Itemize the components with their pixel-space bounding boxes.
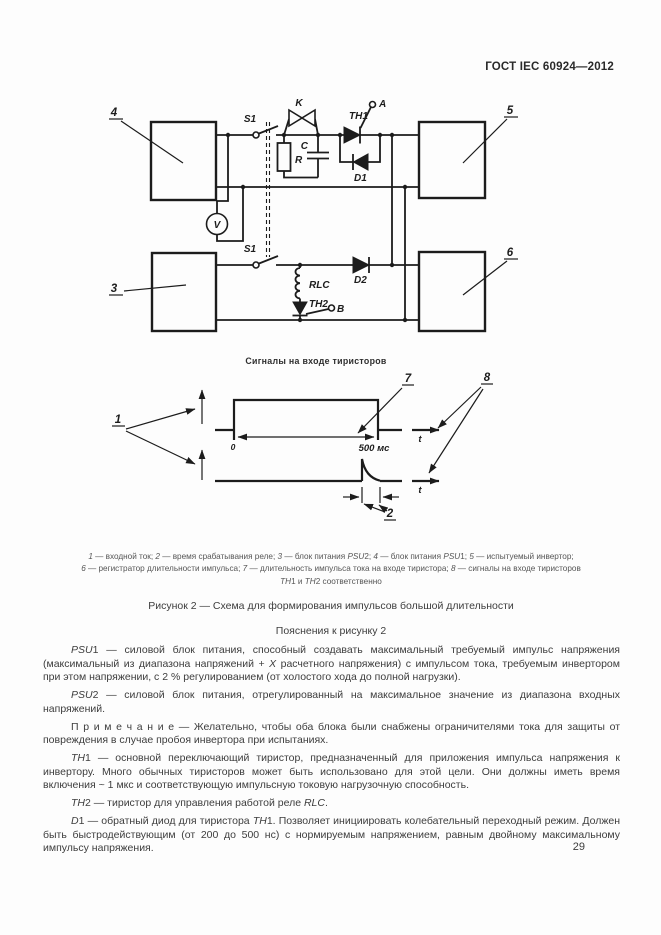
figure-key-line-2: 6 — регистратор длительности импульса; 7 — длительность импульса тока на входе тиристора; 8 — сигналы на входе тиристоров xyxy=(81,564,581,574)
label-d2: D2 xyxy=(354,275,367,286)
label-2: 2 xyxy=(386,508,394,520)
figure-key-line-3: TH1 и TH2 соответственно xyxy=(280,576,382,586)
label-a: A xyxy=(379,99,387,110)
terminal-a xyxy=(370,99,387,110)
terminal-b xyxy=(329,304,345,315)
junction xyxy=(241,185,245,189)
d2-triangle xyxy=(353,257,369,273)
explanations-section xyxy=(43,644,620,860)
r-wire-bottom xyxy=(284,171,318,178)
label-v: V xyxy=(213,220,221,231)
junction xyxy=(403,318,407,322)
junction xyxy=(282,133,286,137)
label-block-5: 5 xyxy=(506,105,514,117)
label-th2: TH2 xyxy=(309,299,328,310)
junction xyxy=(298,318,302,322)
label-block-3: 3 xyxy=(110,283,118,295)
psu2-block xyxy=(109,253,216,331)
rlc-coil xyxy=(296,268,301,298)
capacitor-c xyxy=(301,135,329,178)
explanation-th2: TH2 — тиристор для управления работой реле RLC. xyxy=(71,797,328,809)
label-8-leader-top xyxy=(438,387,481,428)
recorder-block xyxy=(419,247,518,331)
d1-triangle xyxy=(354,154,369,170)
figure-subcaption: Пояснения к рисунку 2 xyxy=(275,625,387,637)
waveform-title: Сигналы на входе тиристоров xyxy=(245,356,387,366)
th2-triangle xyxy=(293,302,307,315)
callout-2 xyxy=(364,504,396,520)
terminal-b-circle xyxy=(329,305,335,311)
inverter-block-outline xyxy=(419,122,485,198)
label-k: K xyxy=(295,98,303,109)
thyristor-th1 xyxy=(344,107,371,144)
psu1-block-outline xyxy=(151,122,216,200)
recorder-block-outline xyxy=(419,252,485,331)
junction xyxy=(226,133,230,137)
waveform-1-current-pulse xyxy=(202,390,439,454)
psu2-block-outline xyxy=(152,253,216,331)
relay-contact-k xyxy=(284,98,318,135)
label-block-4: 4 xyxy=(110,107,118,119)
label-d1: D1 xyxy=(354,173,367,184)
label-1-leader-top xyxy=(126,409,195,429)
s1-bottom-contact xyxy=(253,262,259,268)
r-body xyxy=(278,143,291,171)
junction xyxy=(390,263,394,267)
waveform2-spike xyxy=(362,459,380,481)
label-1-leader-bottom xyxy=(126,431,195,464)
junction xyxy=(390,133,394,137)
figure-key-line-1: 1 — входной ток; 2 — время срабатывания реле; 3 — блок питания PSU2; 4 — блок питания PSU1; 5 — испытуемый инвертор; xyxy=(88,552,574,561)
label-s1-bottom: S1 xyxy=(243,244,257,255)
explanation-th1: TH1 — основной переключающий тиристор, предназначенный для приложения импульса напряжения к инвертору. Много обычных тиристоров может быть использовано для этой цели. Они должны иметь время включения ~ 1 мкс и соответствующую импульсную токовую нагрузочную способность. xyxy=(43,752,620,791)
label-2-leader-left xyxy=(364,504,385,512)
label-7: 7 xyxy=(404,373,412,385)
voltmeter xyxy=(207,135,244,241)
callout-8 xyxy=(429,372,493,473)
label-7-leader xyxy=(358,388,402,433)
label-th1: TH1 xyxy=(349,111,368,122)
explanation-psu1: PSU1 — силовой блок питания, способный создавать максимальный требуемый импульс напряжения (максимальный из диапазона напряжений + X расчетного напряжения) с импульсом тока, требуемым инвертором при этом напряжении, с 2 % регулированием (от холостого хода до полной нагрузки). xyxy=(43,644,620,683)
d1-wire-right xyxy=(368,135,380,162)
inductor-rlc xyxy=(296,265,331,302)
explanation-d1: D1 — обратный диод для тиристора TH1. Позволяет инициировать колебательный переходный режим. Должен быть быстродействующим (от 200 до 500 нс) с нормируемым напряжением, равным двойному максимальному импульсу напряжения. xyxy=(43,815,620,854)
th1-triangle xyxy=(344,127,360,143)
standard-number: ГОСТ IEC 60924—2012 xyxy=(485,61,614,73)
label-c: C xyxy=(300,141,308,152)
label-3-leader xyxy=(124,285,186,291)
inverter-block xyxy=(419,105,518,198)
label-rlc: RLC xyxy=(309,280,330,291)
thyristor-th2 xyxy=(293,299,329,320)
diode-d2 xyxy=(353,257,369,286)
k-contact-left xyxy=(289,110,302,126)
s1-bottom-blade xyxy=(259,256,278,264)
figure-caption: Рисунок 2 — Схема для формирования импульсов большой длительности xyxy=(148,600,514,612)
callout-1 xyxy=(112,409,195,464)
junction xyxy=(316,133,320,137)
explanation-psu2: PSU2 — силовой блок питания, отрегулированный на максимальное значение из диапазона входных напряжений. xyxy=(43,689,620,715)
label-zero: 0 xyxy=(230,442,236,452)
label-s1-top: S1 xyxy=(243,114,257,125)
mechanical-link xyxy=(267,122,270,257)
explanation-note: П р и м е ч а н и е — Желательно, чтобы оба блока были снабжены ограничителями тока для защиты от повреждения в случае пробоя инвертора при испытаниях. xyxy=(43,720,620,746)
label-block-6: 6 xyxy=(506,247,514,259)
callout-7 xyxy=(358,373,414,433)
psu1-block xyxy=(109,107,216,200)
junction xyxy=(378,133,382,137)
junction xyxy=(298,263,302,267)
resistor-r xyxy=(278,135,319,178)
s1-top-blade xyxy=(259,126,278,134)
s1-top-contact xyxy=(253,132,259,138)
label-1: 1 xyxy=(114,414,122,426)
k-contact-right xyxy=(302,110,315,126)
label-8: 8 xyxy=(483,372,491,384)
junction xyxy=(403,185,407,189)
junction xyxy=(338,133,342,137)
terminal-a-circle xyxy=(370,102,376,108)
voltmeter-wire-top xyxy=(217,135,228,214)
waveform-2-relay-spike xyxy=(202,450,439,503)
label-b: B xyxy=(337,304,345,315)
page-number: 29 xyxy=(572,841,585,853)
figure-key xyxy=(40,551,622,588)
label-t2: t xyxy=(418,485,422,496)
label-500ms: 500 мс xyxy=(358,443,390,454)
label-r: R xyxy=(295,155,303,166)
label-t1: t xyxy=(418,434,422,445)
waveform1-pulse xyxy=(234,400,378,440)
